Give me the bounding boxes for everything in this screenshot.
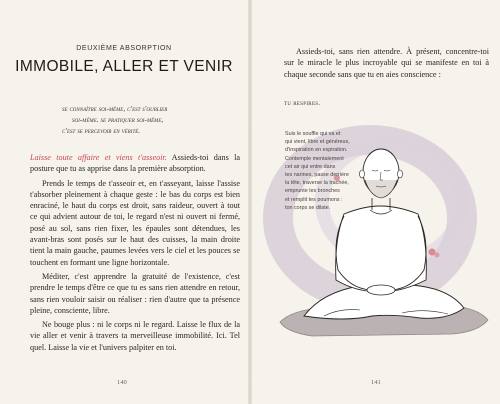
instruction-line: la tête, traverse la trachée,: [285, 180, 349, 187]
instruction-line: ton corps se dilate.: [285, 204, 331, 211]
paragraph: [30, 152, 240, 175]
epigraph-line: c'est se percevoir en vérité.: [62, 126, 141, 135]
instruction-line: tes narines, passe derrière: [285, 172, 349, 179]
paragraph-text: Assieds-toi dans la posture que tu as apprise dans la première absorption.: [30, 153, 240, 174]
paragraph: Méditer, c'est apprendre la gratuité de l'existence, c'est prendre le temps d'être ce que tu es sans rien attendre en retour, sans rien vouloir saisir ou réaliser : rien d'autre que ta présence pleine, consciente, libre.: [30, 271, 240, 315]
breathing-instructions: [285, 130, 359, 212]
flower-spot: [435, 253, 440, 258]
torso: [336, 206, 427, 292]
flower-spot: [429, 249, 436, 256]
accent-sentence: Laisse toute affaire et viens t'asseoir.: [30, 153, 167, 162]
hands: [367, 285, 395, 295]
body-text: [30, 152, 240, 356]
paragraph: Assieds-toi, sans rien attendre. À présent, concentre-toi sur le miracle le plus incroyable qui se manifeste en toi à chaque seconde sans que tu en aies conscience :: [284, 47, 489, 79]
instruction-line: emprunte les bronches: [285, 188, 340, 195]
epigraph-line: soi-même. se pratiquer soi-même,: [72, 115, 164, 124]
page-number: 141: [371, 379, 381, 386]
paragraph: Prends le temps de t'asseoir et, en t'asseyant, laisse l'assise t'absorber pleinement à chaque geste : le bas du corps est bien enraciné, le haut du corps est droit, sans raideur, ouvert à tout ce qui advient autour de toi, le regard n'est ni ouvert ni fermé, posé au sol, sans rien fixer, les épaules sont détendues, les avant-bras sont posés sur le haut des cuisses, la main droite tient la main gauche, paumes levées vers le ciel et les pouces se touchent en formant une ligne horizontale.: [30, 178, 240, 267]
beard: [365, 180, 397, 198]
page-number: 140: [117, 379, 127, 386]
instruction-line: qui vient, libre et généreux,: [285, 139, 350, 146]
instruction-line: Contemple mentalement: [285, 155, 344, 162]
body-text: [284, 46, 489, 80]
epigraph: [62, 103, 232, 136]
instruction-line: cet air qui entre dans: [285, 163, 336, 170]
right-page: [252, 0, 500, 404]
instruction-line: Suis le souffle qui va et: [285, 131, 341, 137]
chapter-title: IMMOBILE, ALLER ET VENIR: [15, 58, 233, 75]
breath-line: tu respires.: [284, 100, 321, 107]
instruction-line: d'inspiration en expiration.: [285, 147, 348, 154]
paragraph: Ne bouge plus : ni le corps ni le regard. Laisse le flux de la vie aller et venir à travers ta merveilleuse immobilité. Ici. Tel quel. Laisse la vie et l'univers palpiter en toi.: [30, 320, 240, 352]
epigraph-line: se connaître soi-même, c'est s'oublier: [62, 104, 168, 113]
instruction-line: et remplit tes poumons :: [285, 196, 343, 203]
section-label: DEUXIÈME ABSORPTION: [76, 45, 172, 52]
left-page: [0, 0, 248, 404]
